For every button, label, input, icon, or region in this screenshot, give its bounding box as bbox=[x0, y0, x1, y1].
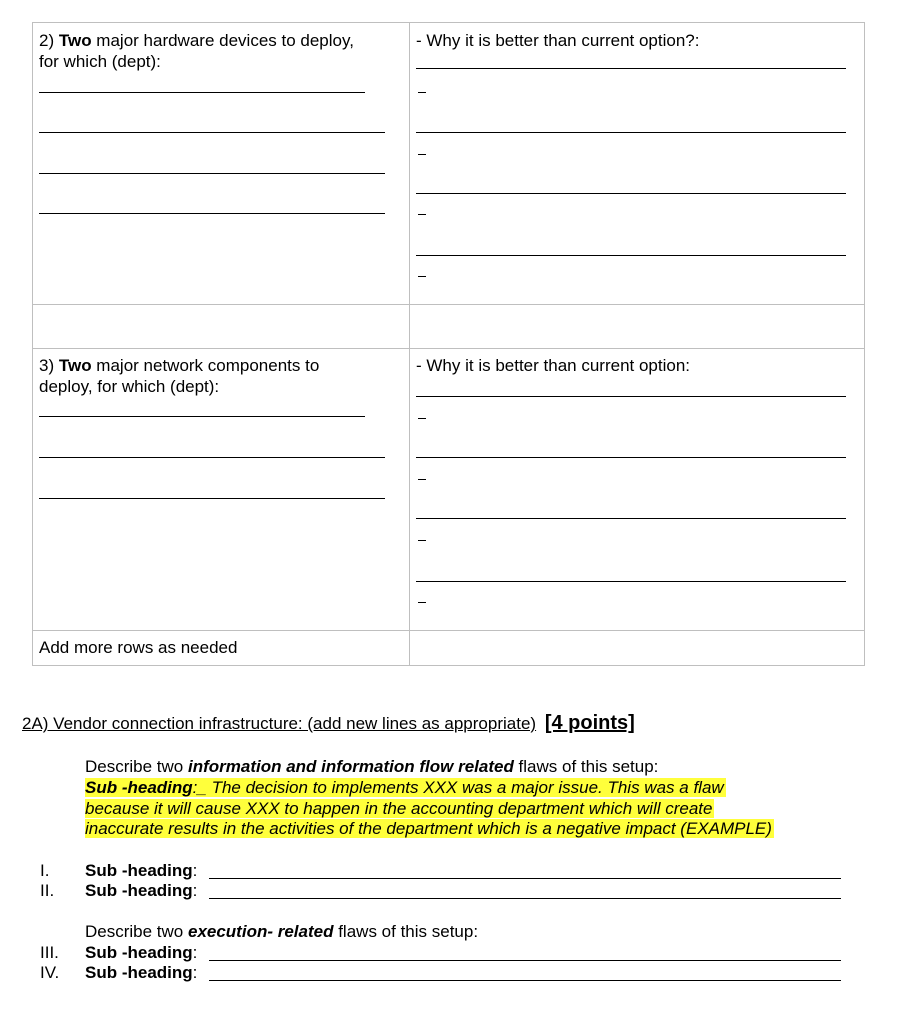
example-highlight: Sub -heading:_ The decision to implements XXX was a major issue. This was a flaw because it will cause XXX to happen in the accounting department which will create inaccurate results in the activities of the department which is a negative impact (EXAMPLE) bbox=[85, 778, 772, 838]
describe-info-flow: Describe two information and information flow related flaws of this setup: bbox=[85, 757, 659, 776]
add-rows-note: Add more rows as needed bbox=[39, 638, 238, 657]
why-better-header: - Why it is better than current option: bbox=[416, 356, 691, 375]
item-label: Sub -heading: bbox=[85, 861, 198, 880]
answer-line[interactable] bbox=[39, 213, 385, 214]
item-label: Sub -heading: bbox=[85, 963, 198, 982]
dash-mark bbox=[418, 540, 426, 541]
example-sub-heading-label: Sub -heading bbox=[85, 778, 193, 797]
item-label: Sub -heading: bbox=[85, 943, 198, 962]
table-cell-empty-left[interactable] bbox=[32, 304, 410, 349]
answer-line[interactable] bbox=[39, 173, 385, 174]
answer-line[interactable] bbox=[416, 457, 846, 458]
dash-mark bbox=[418, 602, 426, 603]
table-cell-hardware-right[interactable] bbox=[409, 22, 865, 305]
answer-line[interactable] bbox=[416, 581, 846, 582]
item-numeral: III. bbox=[40, 943, 59, 962]
why-better-header: - Why it is better than current option?: bbox=[416, 31, 700, 50]
answer-line[interactable] bbox=[39, 416, 365, 417]
answer-line[interactable] bbox=[416, 518, 846, 519]
describe-execution: Describe two execution- related flaws of this setup: bbox=[85, 922, 479, 941]
table-cell-network-right[interactable] bbox=[409, 348, 865, 631]
answer-line[interactable] bbox=[416, 255, 846, 256]
answer-line[interactable] bbox=[39, 92, 365, 93]
answer-line[interactable] bbox=[416, 193, 846, 194]
dash-mark bbox=[418, 418, 426, 419]
hardware-prompt-line2: for which (dept): bbox=[39, 52, 161, 71]
answer-line[interactable] bbox=[209, 878, 841, 879]
answer-line[interactable] bbox=[416, 132, 846, 133]
dash-mark bbox=[418, 479, 426, 480]
item-numeral: II. bbox=[40, 881, 55, 900]
dash-mark bbox=[418, 276, 426, 277]
table-cell-empty-right[interactable] bbox=[409, 304, 865, 349]
dash-mark bbox=[418, 92, 426, 93]
table-cell-add-rows-right[interactable] bbox=[409, 630, 865, 666]
answer-line[interactable] bbox=[209, 960, 841, 961]
answer-line[interactable] bbox=[416, 396, 846, 397]
answer-line[interactable] bbox=[209, 980, 841, 981]
item-numeral: I. bbox=[40, 861, 50, 880]
network-prompt-line2: deploy, for which (dept): bbox=[39, 377, 220, 396]
answer-line[interactable] bbox=[209, 898, 841, 899]
dash-mark bbox=[418, 214, 426, 215]
section-heading: 2A) Vendor connection infrastructure: (add new lines as appropriate) [4 points] bbox=[22, 712, 635, 734]
item-label: Sub -heading: bbox=[85, 881, 198, 900]
dash-mark bbox=[418, 154, 426, 155]
answer-line[interactable] bbox=[39, 132, 385, 133]
item-numeral: IV. bbox=[40, 963, 60, 982]
answer-line[interactable] bbox=[39, 457, 385, 458]
hardware-prompt: 2) Two major hardware devices to deploy, bbox=[39, 31, 354, 50]
answer-line[interactable] bbox=[416, 68, 846, 69]
answer-line[interactable] bbox=[39, 498, 385, 499]
network-prompt: 3) Two major network components to bbox=[39, 356, 320, 375]
